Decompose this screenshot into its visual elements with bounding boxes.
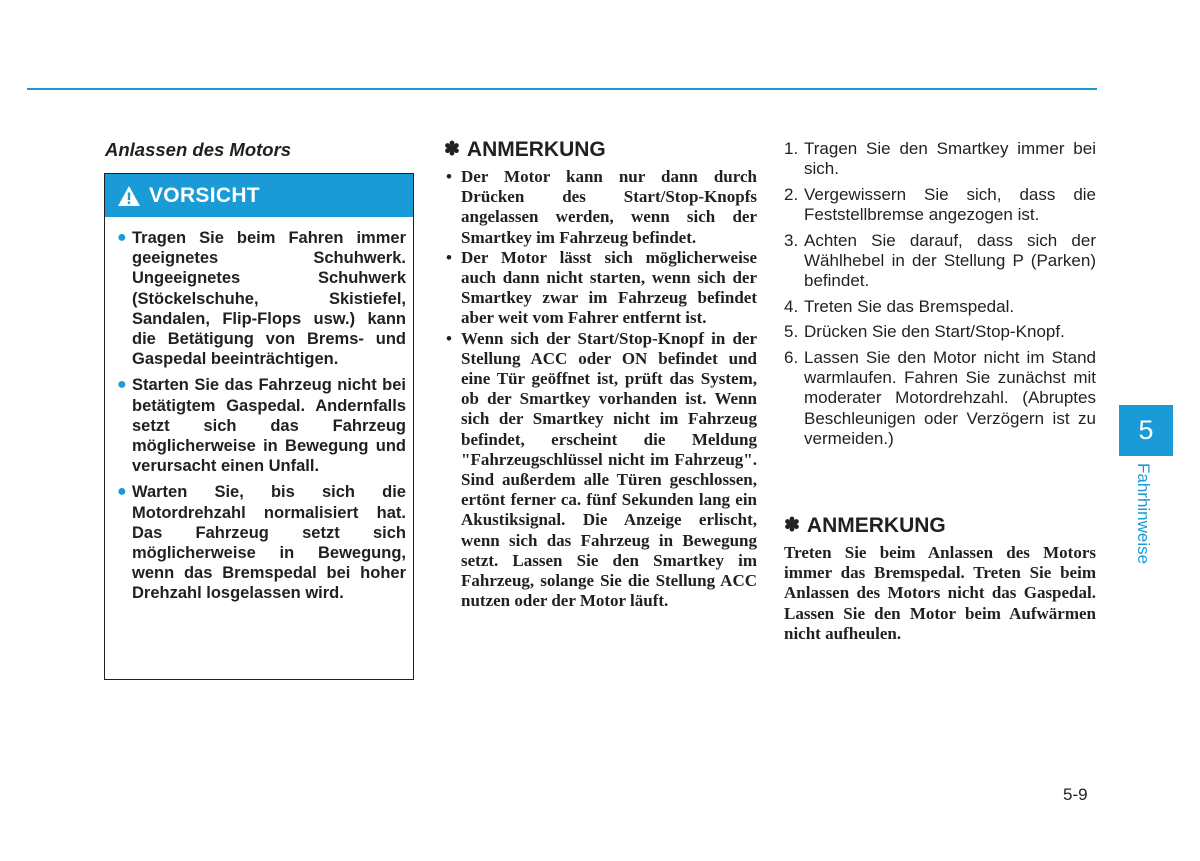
step-number: 2. — [784, 184, 799, 204]
caution-item-text: Warten Sie, bis sich die Motordrehzahl normalisiert hat. Das Fahrzeug setzt sich möglicherweise in Bewegung, wenn das Bremspedal bei hoher Drehzahl losgelassen wird. — [132, 483, 406, 603]
section-title: Anlassen des Motors — [105, 139, 292, 160]
chapter-label: Fahrhinweise — [1134, 463, 1153, 565]
step-item — [784, 139, 1096, 180]
note-heading — [444, 138, 606, 162]
step-item — [784, 348, 1096, 449]
note-heading-2 — [784, 514, 946, 538]
step-text: Lassen Sie den Motor nicht im Stand warmlaufen. Fahren Sie zunächst mit moderater Motordrehzahl. (Abruptes Beschleunigen oder Verzögern ist zu vermeiden.) — [804, 347, 1096, 448]
steps-list — [784, 139, 1096, 454]
caution-header — [105, 174, 413, 217]
step-item — [784, 185, 1096, 226]
caution-item — [117, 482, 406, 603]
header-rule — [27, 88, 1097, 90]
step-number: 3. — [784, 230, 799, 250]
step-number: 1. — [784, 139, 799, 158]
note-item-text: Der Motor lässt sich möglicherweise auch dann nicht starten, wenn sich der Smartkey zwar im Fahrzeug befindet aber weit vom Fahrer entfernt ist. — [461, 247, 757, 328]
caution-title: VORSICHT — [149, 183, 260, 207]
step-item — [784, 231, 1096, 292]
step-text: Vergewissern Sie sich, dass die Feststellbremse angezogen ist. — [804, 184, 1096, 225]
note-item-text: Der Motor kann nur dann durch Drücken des Start/Stop-Knopfs angelassen werden, wenn sich der Smartkey im Fahrzeug befindet. — [461, 167, 757, 247]
step-number: 5. — [784, 322, 799, 342]
note-star-icon: ✽ — [444, 139, 460, 160]
note-star-icon: ✽ — [784, 515, 800, 536]
note-title: ANMERKUNG — [466, 138, 606, 161]
chapter-tab: 5 — [1119, 405, 1173, 456]
note-list — [444, 167, 757, 611]
step-text: Achten Sie darauf, dass sich der Wählhebel in der Stellung P (Parken) befindet. — [804, 230, 1096, 291]
bullet-icon: ● — [117, 483, 127, 501]
note-item-text: Wenn sich der Start/Stop-Knopf in der Stellung ACC oder ON befindet und eine Tür geöffnet ist, prüft das System, ob der Smartkey vorhanden ist. Wenn sich der Smartkey nicht im Fahrzeug befindet, erscheint die Meldung "Fahrzeugschlüssel nicht im Fahrzeug". Sind außerdem alle Türen geschlossen, ertönt ferner ca. fünf Sekunden lang ein Akustiksignal. Die Anzeige erlischt, wenn sich das Fahrzeug in Bewegung setzt. Lassen Sie den Smartkey im Fahrzeug, solange Sie die Stellung ACC nutzen oder der Motor läuft. — [461, 328, 757, 611]
caution-box — [104, 173, 414, 680]
bullet-icon: • — [446, 167, 452, 186]
step-text: Tragen Sie den Smartkey immer bei sich. — [804, 139, 1096, 179]
caution-list — [117, 228, 406, 610]
caution-item — [117, 375, 406, 476]
step-number: 4. — [784, 296, 799, 316]
note-item — [444, 167, 757, 248]
step-text: Treten Sie das Bremspedal. — [804, 296, 1015, 316]
caution-item-text: Starten Sie das Fahrzeug nicht bei betätigtem Gaspedal. Andernfalls setzt sich das Fahrzeug möglicherweise in Bewegung und verursacht einen Unfall. — [132, 376, 406, 476]
bullet-icon: • — [446, 328, 452, 348]
note-item — [444, 248, 757, 329]
page-number: 5-9 — [1063, 785, 1088, 804]
caution-item-text: Tragen Sie beim Fahren immer geeignetes Schuhwerk. Ungeeignetes Schuhwerk (Stöckelschuhe, Skistiefel, Sandalen, Flip-Flops usw.) kann die Betätigung von Brems- und Gaspedal beeinträchtigen. — [132, 229, 406, 369]
note-title: ANMERKUNG — [806, 514, 946, 537]
bullet-icon: ● — [117, 229, 127, 246]
step-number: 6. — [784, 347, 799, 367]
step-text: Drücken Sie den Start/Stop-Knopf. — [804, 322, 1065, 342]
step-item — [784, 297, 1096, 317]
note-text: Treten Sie beim Anlassen des Motors immer das Bremspedal. Treten Sie beim Anlassen des Motors nicht das Gaspedal. Lassen Sie den Motor beim Aufwärmen nicht aufheulen. — [784, 543, 1096, 643]
bullet-icon: ● — [117, 376, 127, 394]
warning-triangle-icon — [117, 185, 141, 207]
caution-item — [117, 228, 406, 369]
step-item — [784, 322, 1096, 342]
bullet-icon: • — [446, 247, 452, 267]
note-item — [444, 329, 757, 612]
